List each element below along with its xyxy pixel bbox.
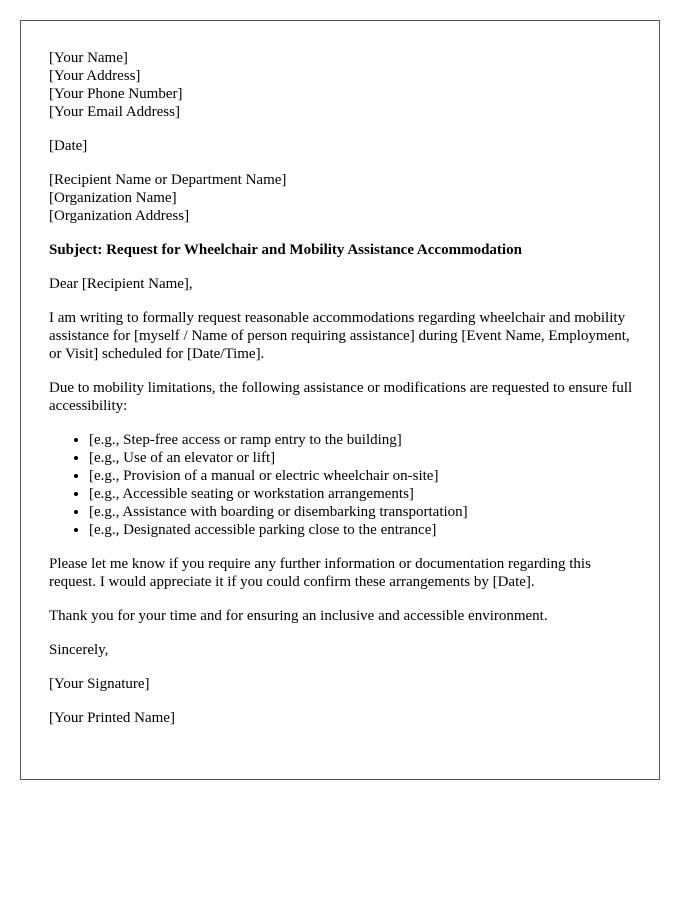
list-item: • [e.g., Use of an elevator or lift] [89, 449, 634, 467]
sender-phone: [Your Phone Number] [49, 86, 183, 102]
list-item: • [e.g., Assistance with boarding or disembarking transportation] [89, 503, 634, 521]
sender-name: [Your Name] [49, 50, 128, 66]
salutation: Dear [Recipient Name], [49, 276, 193, 292]
requests-list [49, 431, 634, 539]
followup-paragraph: Please let me know if you require any further information or documentation regarding this request. I would appreciate it if you could confirm these arrangements by [Date]. [49, 556, 591, 590]
requests-intro-paragraph: Due to mobility limitations, the following assistance or modifications are requested to ensure full accessibility: [49, 380, 633, 414]
recipient-organization: [Organization Name] [49, 190, 177, 206]
date-block [49, 137, 634, 155]
recipient-address: [Organization Address] [49, 208, 190, 224]
intro-paragraph: I am writing to formally request reasonable accommodations regarding wheelchair and mobility assistance for [myself / Name of person requiring assistance] during [Event Name, Employment, or Visit] scheduled for [Date/Time]. [49, 310, 630, 362]
list-item: • [e.g., Accessible seating or workstation arrangements] [89, 485, 634, 503]
signoff: Sincerely, [49, 642, 109, 658]
printed-name: [Your Printed Name] [49, 710, 175, 726]
thanks-paragraph: Thank you for your time and for ensuring an inclusive and accessible environment. [49, 608, 548, 624]
letter-date: [Date] [49, 138, 88, 154]
sender-address: [Your Address] [49, 68, 141, 84]
signature-placeholder: [Your Signature] [49, 676, 150, 692]
letter-body [49, 49, 634, 743]
letter-page [20, 20, 660, 780]
list-item: • [e.g., Step-free access or ramp entry to the building] [89, 431, 634, 449]
subject-line: Subject: Request for Wheelchair and Mobility Assistance Accommodation [49, 242, 522, 258]
list-item: • [e.g., Designated accessible parking close to the entrance] [89, 521, 634, 539]
sender-email: [Your Email Address] [49, 104, 180, 120]
list-item: • [e.g., Provision of a manual or electric wheelchair on-site] [89, 467, 634, 485]
recipient-name: [Recipient Name or Department Name] [49, 172, 287, 188]
recipient-block [49, 171, 634, 225]
sender-block [49, 49, 634, 121]
